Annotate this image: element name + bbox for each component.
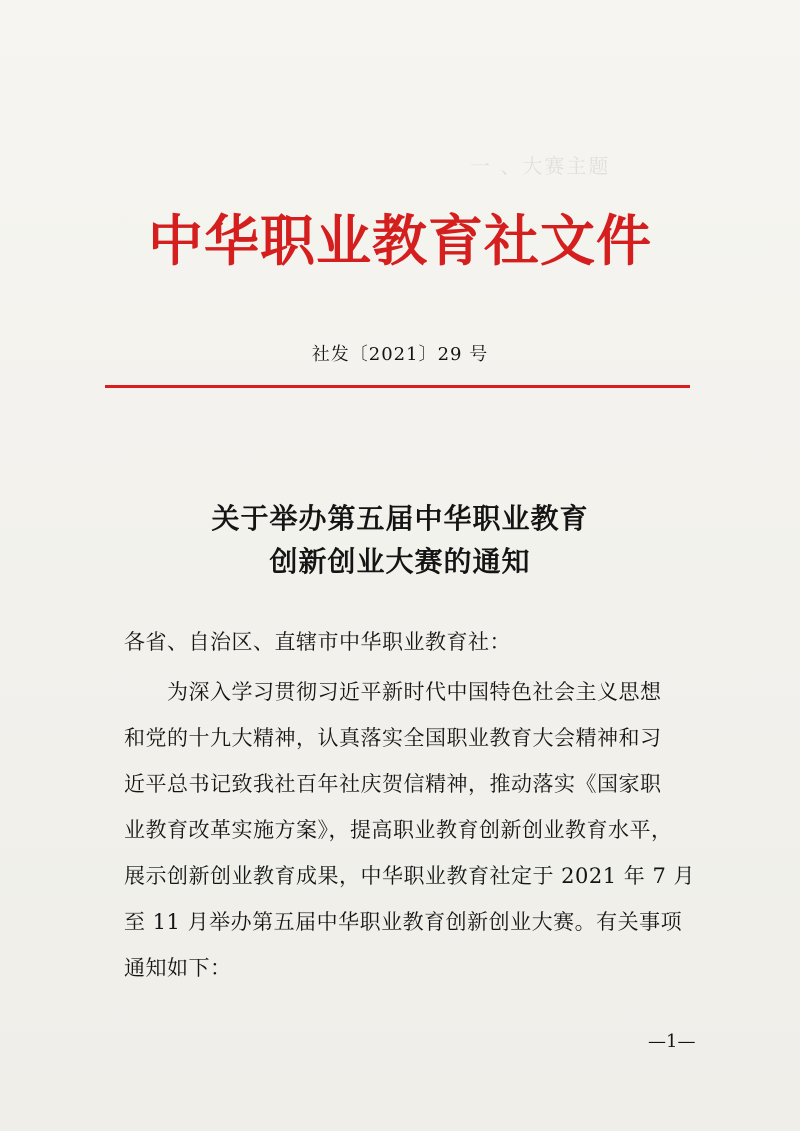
body-line: 近平总书记致我社百年社庆贺信精神，推动落实《国家职 <box>124 772 662 796</box>
document-number: 社发〔2021〕29 号 <box>311 344 489 365</box>
body-line: 展示创新创业教育成果，中华职业教育社定于 2021 年 7 月 <box>124 864 696 888</box>
body-line: 和党的十九大精神，认真落实全国职业教育大会精神和习 <box>124 726 662 750</box>
bleed-through-text <box>340 440 626 469</box>
addressee: 各省、自治区、直辖市中华职业教育社： <box>124 630 511 654</box>
page-number: —1— <box>648 1031 696 1052</box>
bleed-through-text <box>500 600 676 629</box>
notice-title-line-1: 关于举办第五届中华职业教育 <box>211 502 589 535</box>
body-line: 业教育改革实施方案》，提高职业教育创新创业教育水平， <box>124 818 673 842</box>
masthead-title: 中华职业教育社文件 <box>147 209 652 273</box>
body-line: 为深入学习贯彻习近平新时代中国特色社会主义思想 <box>124 680 662 704</box>
red-divider-line <box>105 385 690 388</box>
body-line: 至 11 月举办第五届中华职业教育创新创业大赛。有关事项 <box>124 910 683 934</box>
bleed-through-text <box>200 280 596 309</box>
notice-title-line-2: 创新创业大赛的通知 <box>269 545 531 578</box>
body-line: 通知如下： <box>124 956 232 980</box>
bleed-through-text <box>240 400 614 429</box>
bleed-through-text: 一 、大赛主题 <box>470 154 743 178</box>
